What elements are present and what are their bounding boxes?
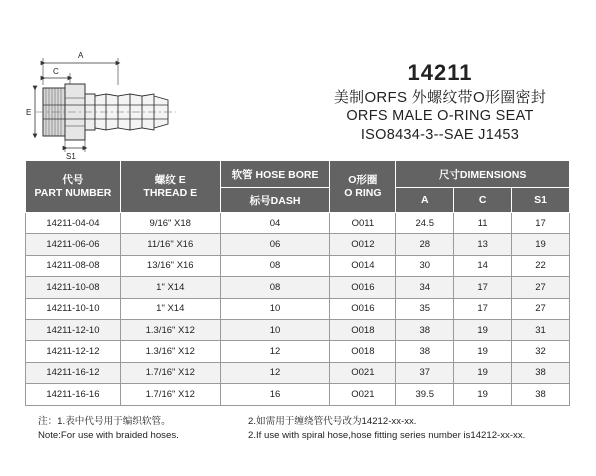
- cell-dim-c: 14: [454, 255, 512, 276]
- cell-part-number: 14211-16-16: [26, 384, 121, 405]
- table-row: [26, 384, 570, 405]
- cell-o-ring: O012: [330, 234, 396, 255]
- cell-dim-c: 13: [454, 234, 512, 255]
- product-standard: ISO8434-3--SAE J1453: [360, 127, 520, 143]
- header-dim-c: C: [454, 188, 512, 213]
- note-spiral: [248, 415, 525, 443]
- cell-dim-s1: 22: [512, 255, 570, 276]
- table-row: [26, 255, 570, 276]
- cell-dim-a: 34: [396, 277, 454, 298]
- cell-dim-s1: 19: [512, 234, 570, 255]
- table-row: [26, 277, 570, 298]
- header-hose-bore: 软管 HOSE BORE: [220, 161, 330, 188]
- note-braided: [38, 415, 179, 443]
- cell-dim-a: 28: [396, 234, 454, 255]
- cell-o-ring: O018: [330, 319, 396, 340]
- cell-dim-c: 19: [454, 341, 512, 362]
- table-row: [26, 213, 570, 234]
- cell-dim-s1: 38: [512, 362, 570, 383]
- note2-en: 2.If use with spiral hose,hose fitting series number is14212-xx-xx.: [248, 430, 526, 441]
- dim-s1-label: S1: [66, 152, 76, 160]
- header-dimensions: 尺寸DIMENSIONS: [396, 161, 570, 188]
- cell-dash: 08: [220, 277, 330, 298]
- cell-dim-c: 17: [454, 298, 512, 319]
- cell-thread: 9/16" X18: [120, 213, 220, 234]
- cell-dash: 10: [220, 298, 330, 319]
- dim-e-label: E: [26, 108, 32, 117]
- cell-part-number: 14211-12-10: [26, 319, 121, 340]
- cell-dim-a: 38: [396, 319, 454, 340]
- cell-thread: 1" X14: [120, 298, 220, 319]
- cell-thread: 1.3/16" X12: [120, 341, 220, 362]
- cell-o-ring: O011: [330, 213, 396, 234]
- product-title-cn: 美制ORFS 外螺纹带O形圈密封: [333, 89, 547, 106]
- cell-dim-c: 19: [454, 384, 512, 405]
- cell-dash: 08: [220, 255, 330, 276]
- cell-thread: 1.7/16" X12: [120, 362, 220, 383]
- cell-dim-s1: 38: [512, 384, 570, 405]
- cell-part-number: 14211-10-10: [26, 298, 121, 319]
- table-row: [26, 234, 570, 255]
- cell-dim-a: 39.5: [396, 384, 454, 405]
- cell-thread: 1.3/16" X12: [120, 319, 220, 340]
- cell-thread: 1" X14: [120, 277, 220, 298]
- header-dim-s1: S1: [512, 188, 570, 213]
- note1-cn: 注：1.表中代号用于编织软管。: [38, 416, 171, 427]
- cell-dash: 04: [220, 213, 330, 234]
- cell-dim-s1: 31: [512, 319, 570, 340]
- cell-dim-c: 19: [454, 362, 512, 383]
- cell-o-ring: O016: [330, 298, 396, 319]
- note2-cn: 2.如需用于缠绕管代号改为14212-xx-xx.: [248, 416, 417, 427]
- cell-o-ring: O021: [330, 384, 396, 405]
- cell-thread: 1.7/16" X12: [120, 384, 220, 405]
- cell-o-ring: O016: [330, 277, 396, 298]
- cell-dim-a: 37: [396, 362, 454, 383]
- cell-o-ring: O021: [330, 362, 396, 383]
- header-dim-a: A: [396, 188, 454, 213]
- fitting-drawing: [8, 10, 208, 160]
- cell-dash: 06: [220, 234, 330, 255]
- cell-thread: 13/16" X16: [120, 255, 220, 276]
- cell-dim-a: 35: [396, 298, 454, 319]
- dim-c-label: C: [53, 67, 59, 76]
- header-o-ring: O形圈 O RING: [330, 161, 396, 213]
- cell-dash: 10: [220, 319, 330, 340]
- table-row: [26, 362, 570, 383]
- cell-part-number: 14211-06-06: [26, 234, 121, 255]
- cell-part-number: 14211-16-12: [26, 362, 121, 383]
- product-title-en: ORFS MALE O-RING SEAT: [346, 108, 534, 124]
- cell-part-number: 14211-10-08: [26, 277, 121, 298]
- header-part-number: 代号 PART NUMBER: [26, 161, 121, 213]
- cell-dim-c: 11: [454, 213, 512, 234]
- product-code: 14211: [407, 60, 473, 85]
- cell-dim-a: 24.5: [396, 213, 454, 234]
- cell-part-number: 14211-08-08: [26, 255, 121, 276]
- cell-dim-c: 19: [454, 319, 512, 340]
- cell-dim-s1: 17: [512, 213, 570, 234]
- product-header: [300, 60, 580, 145]
- cell-dim-s1: 27: [512, 277, 570, 298]
- cell-part-number: 14211-12-12: [26, 341, 121, 362]
- table-row: [26, 319, 570, 340]
- cell-dim-s1: 27: [512, 298, 570, 319]
- cell-dim-a: 38: [396, 341, 454, 362]
- cell-dash: 12: [220, 362, 330, 383]
- note1-en: Note:For use with braided hoses.: [38, 430, 179, 441]
- header-dash: 标号DASH: [220, 188, 330, 213]
- cell-dash: 12: [220, 341, 330, 362]
- table-row: [26, 341, 570, 362]
- cell-o-ring: O014: [330, 255, 396, 276]
- cell-dash: 16: [220, 384, 330, 405]
- cell-dim-s1: 32: [512, 341, 570, 362]
- dim-a-label: A: [78, 51, 84, 60]
- cell-o-ring: O018: [330, 341, 396, 362]
- header-thread: 螺纹 E THREAD E: [120, 161, 220, 213]
- cell-dim-a: 30: [396, 255, 454, 276]
- table-row: [26, 298, 570, 319]
- spec-table: [25, 160, 570, 406]
- cell-dim-c: 17: [454, 277, 512, 298]
- cell-part-number: 14211-04-04: [26, 213, 121, 234]
- cell-thread: 11/16" X16: [120, 234, 220, 255]
